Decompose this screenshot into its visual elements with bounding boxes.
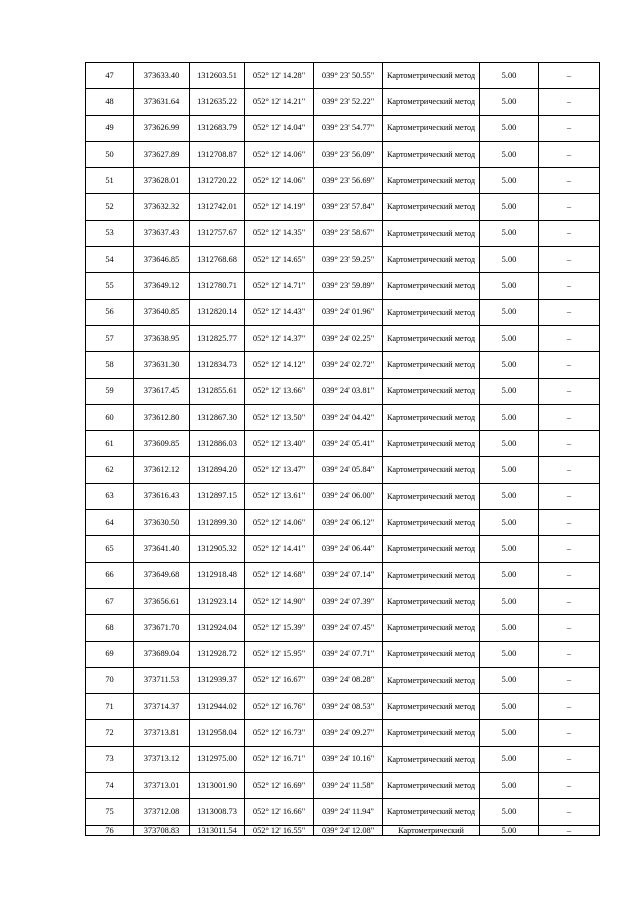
point-number-cell: 48 <box>86 89 134 115</box>
y-coordinate-cell: 1312834.73 <box>190 352 245 378</box>
method-cell: Картометрический метод <box>383 457 480 483</box>
y-coordinate-cell: 1312918.48 <box>190 562 245 588</box>
table-row <box>86 825 600 835</box>
point-number-cell: 50 <box>86 141 134 167</box>
x-coordinate-cell: 373714.37 <box>134 694 190 720</box>
y-coordinate-cell: 1312683.79 <box>190 115 245 141</box>
point-number-cell: 59 <box>86 378 134 404</box>
longitude-cell: 039° 24' 12.08" <box>314 825 383 835</box>
point-number-cell: 63 <box>86 483 134 509</box>
note-cell: – <box>539 799 600 825</box>
table-row <box>86 247 600 273</box>
point-number-cell: 66 <box>86 562 134 588</box>
method-cell: Картометрический метод <box>383 773 480 799</box>
longitude-cell: 039° 24' 01.96" <box>314 299 383 325</box>
longitude-cell: 039° 23' 56.69" <box>314 168 383 194</box>
table-row <box>86 89 600 115</box>
method-cell: Картометрический метод <box>383 404 480 430</box>
latitude-cell: 052° 12' 14.37" <box>245 325 314 351</box>
latitude-cell: 052° 12' 14.28" <box>245 63 314 89</box>
table-row <box>86 431 600 457</box>
method-cell: Картометрический метод <box>383 746 480 772</box>
note-cell: – <box>539 746 600 772</box>
coordinates-table <box>85 62 600 836</box>
note-cell: – <box>539 694 600 720</box>
note-cell: – <box>539 588 600 614</box>
table-row <box>86 510 600 536</box>
method-cell: Картометрический метод <box>383 510 480 536</box>
accuracy-cell: 5.00 <box>480 694 539 720</box>
table-row <box>86 141 600 167</box>
point-number-cell: 60 <box>86 404 134 430</box>
method-cell: Картометрический метод <box>383 641 480 667</box>
note-cell: – <box>539 667 600 693</box>
table-row <box>86 615 600 641</box>
table-row <box>86 746 600 772</box>
method-cell: Картометрический метод <box>383 799 480 825</box>
table-row <box>86 220 600 246</box>
y-coordinate-cell: 1312635.22 <box>190 89 245 115</box>
y-coordinate-cell: 1312944.02 <box>190 694 245 720</box>
y-coordinate-cell: 1312742.01 <box>190 194 245 220</box>
point-number-cell: 70 <box>86 667 134 693</box>
method-cell: Картометрический метод <box>383 378 480 404</box>
y-coordinate-cell: 1312897.15 <box>190 483 245 509</box>
table-row <box>86 720 600 746</box>
method-cell: Картометрический метод <box>383 536 480 562</box>
latitude-cell: 052° 12' 16.73" <box>245 720 314 746</box>
latitude-cell: 052° 12' 14.68" <box>245 562 314 588</box>
point-number-cell: 51 <box>86 168 134 194</box>
method-cell: Картометрический метод <box>383 220 480 246</box>
longitude-cell: 039° 24' 09.27" <box>314 720 383 746</box>
table-row <box>86 352 600 378</box>
method-cell: Картометрический метод <box>383 63 480 89</box>
note-cell: – <box>539 168 600 194</box>
method-cell: Картометрический метод <box>383 615 480 641</box>
table-row <box>86 562 600 588</box>
y-coordinate-cell: 1312905.32 <box>190 536 245 562</box>
point-number-cell: 76 <box>86 825 134 835</box>
latitude-cell: 052° 12' 13.66" <box>245 378 314 404</box>
point-number-cell: 49 <box>86 115 134 141</box>
y-coordinate-cell: 1312757.67 <box>190 220 245 246</box>
table-row <box>86 325 600 351</box>
accuracy-cell: 5.00 <box>480 378 539 404</box>
accuracy-cell: 5.00 <box>480 825 539 835</box>
accuracy-cell: 5.00 <box>480 63 539 89</box>
y-coordinate-cell: 1312928.72 <box>190 641 245 667</box>
table-row <box>86 483 600 509</box>
point-number-cell: 52 <box>86 194 134 220</box>
latitude-cell: 052° 12' 14.43" <box>245 299 314 325</box>
x-coordinate-cell: 373713.01 <box>134 773 190 799</box>
latitude-cell: 052° 12' 16.67" <box>245 667 314 693</box>
note-cell: – <box>539 720 600 746</box>
method-cell: Картометрический метод <box>383 483 480 509</box>
table-row <box>86 799 600 825</box>
latitude-cell: 052° 12' 14.35" <box>245 220 314 246</box>
method-cell: Картометрический метод <box>383 588 480 614</box>
y-coordinate-cell: 1312720.22 <box>190 168 245 194</box>
x-coordinate-cell: 373649.68 <box>134 562 190 588</box>
x-coordinate-cell: 373713.81 <box>134 720 190 746</box>
x-coordinate-cell: 373646.85 <box>134 247 190 273</box>
accuracy-cell: 5.00 <box>480 799 539 825</box>
x-coordinate-cell: 373630.50 <box>134 510 190 536</box>
method-cell: Картометрический метод <box>383 325 480 351</box>
note-cell: – <box>539 63 600 89</box>
latitude-cell: 052° 12' 13.47" <box>245 457 314 483</box>
longitude-cell: 039° 23' 54.77" <box>314 115 383 141</box>
x-coordinate-cell: 373638.95 <box>134 325 190 351</box>
method-cell: Картометрический метод <box>383 694 480 720</box>
method-cell: Картометрический метод <box>383 667 480 693</box>
y-coordinate-cell: 1313001.90 <box>190 773 245 799</box>
x-coordinate-cell: 373617.45 <box>134 378 190 404</box>
y-coordinate-cell: 1312894.20 <box>190 457 245 483</box>
latitude-cell: 052° 12' 14.65" <box>245 247 314 273</box>
point-number-cell: 56 <box>86 299 134 325</box>
point-number-cell: 73 <box>86 746 134 772</box>
note-cell: – <box>539 483 600 509</box>
latitude-cell: 052° 12' 13.40" <box>245 431 314 457</box>
table-row <box>86 404 600 430</box>
method-cell: Картометрический метод <box>383 89 480 115</box>
x-coordinate-cell: 373628.01 <box>134 168 190 194</box>
longitude-cell: 039° 24' 07.14" <box>314 562 383 588</box>
latitude-cell: 052° 12' 16.71" <box>245 746 314 772</box>
x-coordinate-cell: 373631.30 <box>134 352 190 378</box>
accuracy-cell: 5.00 <box>480 667 539 693</box>
y-coordinate-cell: 1312923.14 <box>190 588 245 614</box>
method-cell: Картометрический метод <box>383 299 480 325</box>
x-coordinate-cell: 373656.61 <box>134 588 190 614</box>
longitude-cell: 039° 24' 08.53" <box>314 694 383 720</box>
longitude-cell: 039° 24' 08.28" <box>314 667 383 693</box>
note-cell: – <box>539 510 600 536</box>
method-cell: Картометрический метод <box>383 720 480 746</box>
x-coordinate-cell: 373612.80 <box>134 404 190 430</box>
note-cell: – <box>539 457 600 483</box>
accuracy-cell: 5.00 <box>480 141 539 167</box>
point-number-cell: 55 <box>86 273 134 299</box>
x-coordinate-cell: 373711.53 <box>134 667 190 693</box>
y-coordinate-cell: 1312768.68 <box>190 247 245 273</box>
x-coordinate-cell: 373640.85 <box>134 299 190 325</box>
y-coordinate-cell: 1312975.00 <box>190 746 245 772</box>
table-row <box>86 194 600 220</box>
y-coordinate-cell: 1312855.61 <box>190 378 245 404</box>
y-coordinate-cell: 1312867.30 <box>190 404 245 430</box>
accuracy-cell: 5.00 <box>480 352 539 378</box>
accuracy-cell: 5.00 <box>480 325 539 351</box>
accuracy-cell: 5.00 <box>480 89 539 115</box>
point-number-cell: 65 <box>86 536 134 562</box>
latitude-cell: 052° 12' 14.06" <box>245 510 314 536</box>
note-cell: – <box>539 115 600 141</box>
y-coordinate-cell: 1312708.87 <box>190 141 245 167</box>
note-cell: – <box>539 615 600 641</box>
point-number-cell: 53 <box>86 220 134 246</box>
accuracy-cell: 5.00 <box>480 299 539 325</box>
table-row <box>86 273 600 299</box>
accuracy-cell: 5.00 <box>480 746 539 772</box>
latitude-cell: 052° 12' 14.71" <box>245 273 314 299</box>
method-cell: Картометрический метод <box>383 141 480 167</box>
table-row <box>86 378 600 404</box>
longitude-cell: 039° 24' 02.25" <box>314 325 383 351</box>
longitude-cell: 039° 23' 52.22" <box>314 89 383 115</box>
longitude-cell: 039° 23' 59.25" <box>314 247 383 273</box>
latitude-cell: 052° 12' 14.06" <box>245 168 314 194</box>
longitude-cell: 039° 24' 10.16" <box>314 746 383 772</box>
accuracy-cell: 5.00 <box>480 588 539 614</box>
method-cell: Картометрический метод <box>383 562 480 588</box>
accuracy-cell: 5.00 <box>480 247 539 273</box>
table-row <box>86 641 600 667</box>
point-number-cell: 62 <box>86 457 134 483</box>
table-row <box>86 115 600 141</box>
table-body <box>86 63 600 836</box>
table-row <box>86 63 600 89</box>
y-coordinate-cell: 1312924.04 <box>190 615 245 641</box>
y-coordinate-cell: 1312886.03 <box>190 431 245 457</box>
accuracy-cell: 5.00 <box>480 562 539 588</box>
accuracy-cell: 5.00 <box>480 194 539 220</box>
longitude-cell: 039° 24' 07.39" <box>314 588 383 614</box>
longitude-cell: 039° 23' 59.89" <box>314 273 383 299</box>
point-number-cell: 61 <box>86 431 134 457</box>
longitude-cell: 039° 24' 05.41" <box>314 431 383 457</box>
latitude-cell: 052° 12' 16.55" <box>245 825 314 835</box>
latitude-cell: 052° 12' 14.12" <box>245 352 314 378</box>
longitude-cell: 039° 24' 06.12" <box>314 510 383 536</box>
note-cell: – <box>539 220 600 246</box>
accuracy-cell: 5.00 <box>480 720 539 746</box>
latitude-cell: 052° 12' 14.90" <box>245 588 314 614</box>
accuracy-cell: 5.00 <box>480 615 539 641</box>
latitude-cell: 052° 12' 14.19" <box>245 194 314 220</box>
y-coordinate-cell: 1312780.71 <box>190 273 245 299</box>
accuracy-cell: 5.00 <box>480 431 539 457</box>
x-coordinate-cell: 373637.43 <box>134 220 190 246</box>
longitude-cell: 039° 23' 50.55" <box>314 63 383 89</box>
latitude-cell: 052° 12' 14.41" <box>245 536 314 562</box>
method-cell: Картометрический метод <box>383 431 480 457</box>
method-cell: Картометрический метод <box>383 115 480 141</box>
longitude-cell: 039° 24' 02.72" <box>314 352 383 378</box>
accuracy-cell: 5.00 <box>480 404 539 430</box>
x-coordinate-cell: 373633.40 <box>134 63 190 89</box>
method-cell: Картометрический метод <box>383 194 480 220</box>
table-row <box>86 694 600 720</box>
point-number-cell: 47 <box>86 63 134 89</box>
longitude-cell: 039° 24' 11.58" <box>314 773 383 799</box>
longitude-cell: 039° 24' 05.84" <box>314 457 383 483</box>
note-cell: – <box>539 247 600 273</box>
latitude-cell: 052° 12' 15.39" <box>245 615 314 641</box>
note-cell: – <box>539 431 600 457</box>
latitude-cell: 052° 12' 13.50" <box>245 404 314 430</box>
latitude-cell: 052° 12' 16.66" <box>245 799 314 825</box>
latitude-cell: 052° 12' 14.04" <box>245 115 314 141</box>
y-coordinate-cell: 1312939.37 <box>190 667 245 693</box>
latitude-cell: 052° 12' 13.61" <box>245 483 314 509</box>
x-coordinate-cell: 373708.83 <box>134 825 190 835</box>
latitude-cell: 052° 12' 16.69" <box>245 773 314 799</box>
longitude-cell: 039° 24' 07.71" <box>314 641 383 667</box>
x-coordinate-cell: 373631.64 <box>134 89 190 115</box>
note-cell: – <box>539 141 600 167</box>
note-cell: – <box>539 773 600 799</box>
x-coordinate-cell: 373641.40 <box>134 536 190 562</box>
note-cell: – <box>539 299 600 325</box>
y-coordinate-cell: 1312820.14 <box>190 299 245 325</box>
point-number-cell: 57 <box>86 325 134 351</box>
note-cell: – <box>539 562 600 588</box>
table-row <box>86 299 600 325</box>
y-coordinate-cell: 1312603.51 <box>190 63 245 89</box>
method-cell: Картометрический метод <box>383 352 480 378</box>
longitude-cell: 039° 24' 04.42" <box>314 404 383 430</box>
accuracy-cell: 5.00 <box>480 536 539 562</box>
point-number-cell: 72 <box>86 720 134 746</box>
longitude-cell: 039° 23' 57.84" <box>314 194 383 220</box>
table-row <box>86 773 600 799</box>
longitude-cell: 039° 24' 07.45" <box>314 615 383 641</box>
accuracy-cell: 5.00 <box>480 773 539 799</box>
y-coordinate-cell: 1312899.30 <box>190 510 245 536</box>
note-cell: – <box>539 89 600 115</box>
x-coordinate-cell: 373612.12 <box>134 457 190 483</box>
accuracy-cell: 5.00 <box>480 220 539 246</box>
point-number-cell: 58 <box>86 352 134 378</box>
point-number-cell: 75 <box>86 799 134 825</box>
note-cell: – <box>539 641 600 667</box>
accuracy-cell: 5.00 <box>480 483 539 509</box>
x-coordinate-cell: 373626.99 <box>134 115 190 141</box>
table-row <box>86 536 600 562</box>
method-cell: Картометрический <box>383 825 480 835</box>
point-number-cell: 68 <box>86 615 134 641</box>
method-cell: Картометрический метод <box>383 168 480 194</box>
longitude-cell: 039° 24' 03.81" <box>314 378 383 404</box>
latitude-cell: 052° 12' 16.76" <box>245 694 314 720</box>
point-number-cell: 71 <box>86 694 134 720</box>
note-cell: – <box>539 273 600 299</box>
longitude-cell: 039° 24' 06.44" <box>314 536 383 562</box>
latitude-cell: 052° 12' 15.95" <box>245 641 314 667</box>
x-coordinate-cell: 373671.70 <box>134 615 190 641</box>
y-coordinate-cell: 1312958.04 <box>190 720 245 746</box>
accuracy-cell: 5.00 <box>480 168 539 194</box>
table-row <box>86 588 600 614</box>
method-cell: Картометрический метод <box>383 247 480 273</box>
point-number-cell: 54 <box>86 247 134 273</box>
x-coordinate-cell: 373616.43 <box>134 483 190 509</box>
latitude-cell: 052° 12' 14.06" <box>245 141 314 167</box>
x-coordinate-cell: 373713.12 <box>134 746 190 772</box>
y-coordinate-cell: 1312825.77 <box>190 325 245 351</box>
note-cell: – <box>539 825 600 835</box>
note-cell: – <box>539 352 600 378</box>
point-number-cell: 69 <box>86 641 134 667</box>
x-coordinate-cell: 373609.85 <box>134 431 190 457</box>
longitude-cell: 039° 23' 56.09" <box>314 141 383 167</box>
note-cell: – <box>539 378 600 404</box>
table-row <box>86 168 600 194</box>
accuracy-cell: 5.00 <box>480 510 539 536</box>
accuracy-cell: 5.00 <box>480 273 539 299</box>
longitude-cell: 039° 24' 06.00" <box>314 483 383 509</box>
accuracy-cell: 5.00 <box>480 457 539 483</box>
x-coordinate-cell: 373689.04 <box>134 641 190 667</box>
note-cell: – <box>539 536 600 562</box>
accuracy-cell: 5.00 <box>480 641 539 667</box>
x-coordinate-cell: 373649.12 <box>134 273 190 299</box>
x-coordinate-cell: 373712.08 <box>134 799 190 825</box>
accuracy-cell: 5.00 <box>480 115 539 141</box>
note-cell: – <box>539 404 600 430</box>
point-number-cell: 67 <box>86 588 134 614</box>
y-coordinate-cell: 1313011.54 <box>190 825 245 835</box>
note-cell: – <box>539 194 600 220</box>
table-row <box>86 457 600 483</box>
table-row <box>86 667 600 693</box>
point-number-cell: 74 <box>86 773 134 799</box>
longitude-cell: 039° 24' 11.94" <box>314 799 383 825</box>
latitude-cell: 052° 12' 14.21" <box>245 89 314 115</box>
note-cell: – <box>539 325 600 351</box>
method-cell: Картометрический метод <box>383 273 480 299</box>
point-number-cell: 64 <box>86 510 134 536</box>
x-coordinate-cell: 373632.32 <box>134 194 190 220</box>
x-coordinate-cell: 373627.89 <box>134 141 190 167</box>
y-coordinate-cell: 1313008.73 <box>190 799 245 825</box>
longitude-cell: 039° 23' 58.67" <box>314 220 383 246</box>
